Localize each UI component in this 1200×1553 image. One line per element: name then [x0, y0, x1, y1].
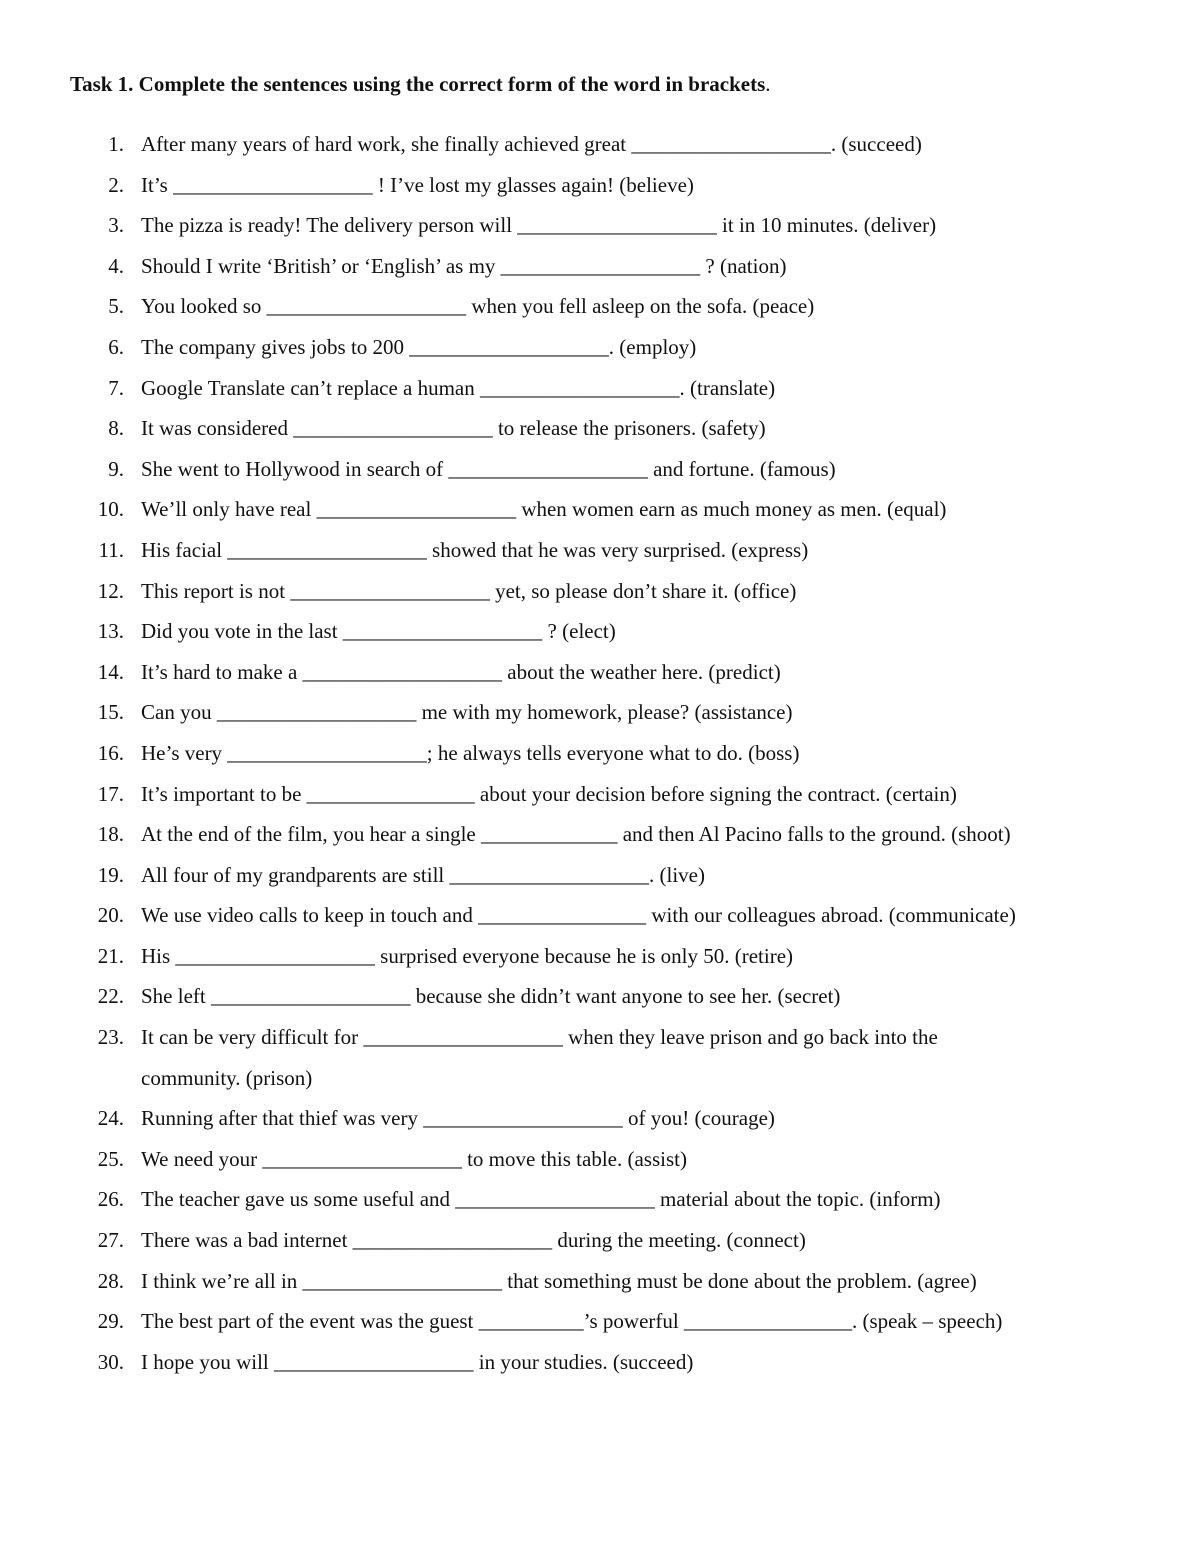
- exercise-item: [0, 1139, 1200, 1180]
- exercise-sentence: This report is not ___________________ yet, so please don’t share it. (office): [141, 578, 797, 603]
- exercise-sentence: All four of my grandparents are still ___________________. (live): [141, 862, 705, 887]
- exercise-item: [0, 571, 1200, 612]
- exercise-sentence: The pizza is ready! The delivery person will ___________________ it in 10 minutes. (deliver): [141, 213, 937, 238]
- task-title: [70, 72, 771, 97]
- exercise-number: 28.: [97, 1268, 124, 1293]
- exercise-number: 17.: [97, 781, 124, 806]
- task-title-text: Task 1. Complete the sentences using the correct form of the word in brackets: [70, 72, 766, 96]
- exercise-item: [0, 124, 1200, 165]
- exercise-number: 3.: [108, 213, 124, 238]
- exercise-item: [0, 1179, 1200, 1220]
- exercise-number: 22.: [97, 984, 124, 1009]
- exercise-number: 14.: [97, 659, 124, 684]
- exercise-number: 9.: [108, 456, 124, 481]
- exercise-sentence: It can be very difficult for ___________________ when they leave prison and go back into the community. (prison): [141, 1025, 938, 1090]
- exercise-number: 23.: [97, 1025, 124, 1050]
- exercise-item: [0, 814, 1200, 855]
- exercise-item: [0, 733, 1200, 774]
- exercise-number: 30.: [97, 1349, 124, 1374]
- exercise-item: [0, 1017, 1200, 1098]
- exercise-number: 16.: [97, 740, 124, 765]
- exercise-item: [0, 1220, 1200, 1261]
- exercise-sentence: Can you ___________________ me with my homework, please? (assistance): [141, 700, 793, 725]
- exercise-sentence: Running after that thief was very ___________________ of you! (courage): [141, 1106, 775, 1131]
- exercise-item: [0, 408, 1200, 449]
- exercise-item: [0, 1098, 1200, 1139]
- exercise-sentence: You looked so ___________________ when you fell asleep on the sofa. (peace): [141, 294, 815, 319]
- exercise-item: [0, 449, 1200, 490]
- exercise-number: 7.: [108, 375, 124, 400]
- exercise-number: 5.: [108, 294, 124, 319]
- exercise-item: [0, 165, 1200, 206]
- exercise-sentence: Should I write ‘British’ or ‘English’ as my ___________________ ? (nation): [141, 253, 787, 278]
- exercise-item: [0, 489, 1200, 530]
- exercise-number: 8.: [108, 416, 124, 441]
- exercise-number: 26.: [97, 1187, 124, 1212]
- exercise-item: [0, 246, 1200, 287]
- exercise-item: [0, 368, 1200, 409]
- exercise-sentence: She left ___________________ because she didn’t want anyone to see her. (secret): [141, 984, 841, 1009]
- exercise-item: [0, 530, 1200, 571]
- exercise-sentence: It was considered ___________________ to release the prisoners. (safety): [141, 416, 766, 441]
- exercise-list: [0, 124, 1200, 1382]
- task-title-period: .: [765, 72, 771, 96]
- exercise-sentence: There was a bad internet ___________________ during the meeting. (connect): [141, 1228, 806, 1253]
- exercise-number: 4.: [108, 253, 124, 278]
- exercise-sentence: Google Translate can’t replace a human ___________________. (translate): [141, 375, 776, 400]
- exercise-number: 25.: [97, 1146, 124, 1171]
- exercise-item: [0, 327, 1200, 368]
- exercise-number: 27.: [97, 1228, 124, 1253]
- exercise-item: [0, 855, 1200, 896]
- exercise-item: [0, 936, 1200, 977]
- exercise-sentence: It’s ___________________ ! I’ve lost my glasses again! (believe): [141, 172, 694, 197]
- exercise-sentence: He’s very ___________________; he always tells everyone what to do. (boss): [141, 740, 800, 765]
- exercise-sentence: His ___________________ surprised everyone because he is only 50. (retire): [141, 943, 794, 968]
- exercise-sentence: His facial ___________________ showed that he was very surprised. (express): [141, 537, 809, 562]
- exercise-sentence: We use video calls to keep in touch and ________________ with our colleagues abroad. (communicate): [141, 903, 1016, 928]
- exercise-number: 6.: [108, 334, 124, 359]
- exercise-sentence: Did you vote in the last ___________________ ? (elect): [141, 619, 616, 644]
- exercise-number: 2.: [108, 172, 124, 197]
- exercise-number: 11.: [98, 537, 124, 562]
- exercise-sentence: We need your ___________________ to move this table. (assist): [141, 1146, 687, 1171]
- exercise-sentence: It’s hard to make a ___________________ about the weather here. (predict): [141, 659, 781, 684]
- exercise-item: [0, 692, 1200, 733]
- exercise-sentence: We’ll only have real ___________________ when women earn as much money as men. (equal): [141, 497, 947, 522]
- exercise-sentence: The teacher gave us some useful and ___________________ material about the topic. (inform): [141, 1187, 941, 1212]
- exercise-sentence: I hope you will ___________________ in your studies. (succeed): [141, 1349, 694, 1374]
- exercise-number: 12.: [97, 578, 124, 603]
- exercise-item: [0, 1261, 1200, 1302]
- exercise-item: [0, 652, 1200, 693]
- exercise-number: 18.: [97, 822, 124, 847]
- exercise-item: [0, 774, 1200, 815]
- exercise-number: 10.: [97, 497, 124, 522]
- exercise-item: [0, 205, 1200, 246]
- exercise-sentence: I think we’re all in ___________________ that something must be done about the problem. (agree): [141, 1268, 977, 1293]
- exercise-number: 24.: [97, 1106, 124, 1131]
- exercise-sentence: It’s important to be ________________ about your decision before signing the contract. (certain): [141, 781, 957, 806]
- exercise-sentence: After many years of hard work, she finally achieved great ___________________. (succeed): [141, 132, 922, 156]
- exercise-number: 29.: [97, 1309, 124, 1334]
- exercise-item: [0, 895, 1200, 936]
- exercise-number: 1.: [108, 132, 124, 156]
- exercise-sentence: At the end of the film, you hear a single _____________ and then Al Pacino falls to the ground. (shoot): [141, 822, 1011, 847]
- exercise-item: [0, 1342, 1200, 1383]
- exercise-item: [0, 286, 1200, 327]
- exercise-number: 13.: [97, 619, 124, 644]
- exercise-item: [0, 611, 1200, 652]
- exercise-sentence: The company gives jobs to 200 ___________________. (employ): [141, 334, 697, 359]
- exercise-sentence: She went to Hollywood in search of ___________________ and fortune. (famous): [141, 456, 836, 481]
- exercise-item: [0, 1301, 1200, 1342]
- exercise-sentence: The best part of the event was the guest __________’s powerful ________________. (speak – speech): [141, 1309, 1003, 1334]
- exercise-number: 15.: [97, 700, 124, 725]
- exercise-number: 19.: [97, 862, 124, 887]
- exercise-item: [0, 976, 1200, 1017]
- exercise-number: 21.: [97, 943, 124, 968]
- exercise-number: 20.: [97, 903, 124, 928]
